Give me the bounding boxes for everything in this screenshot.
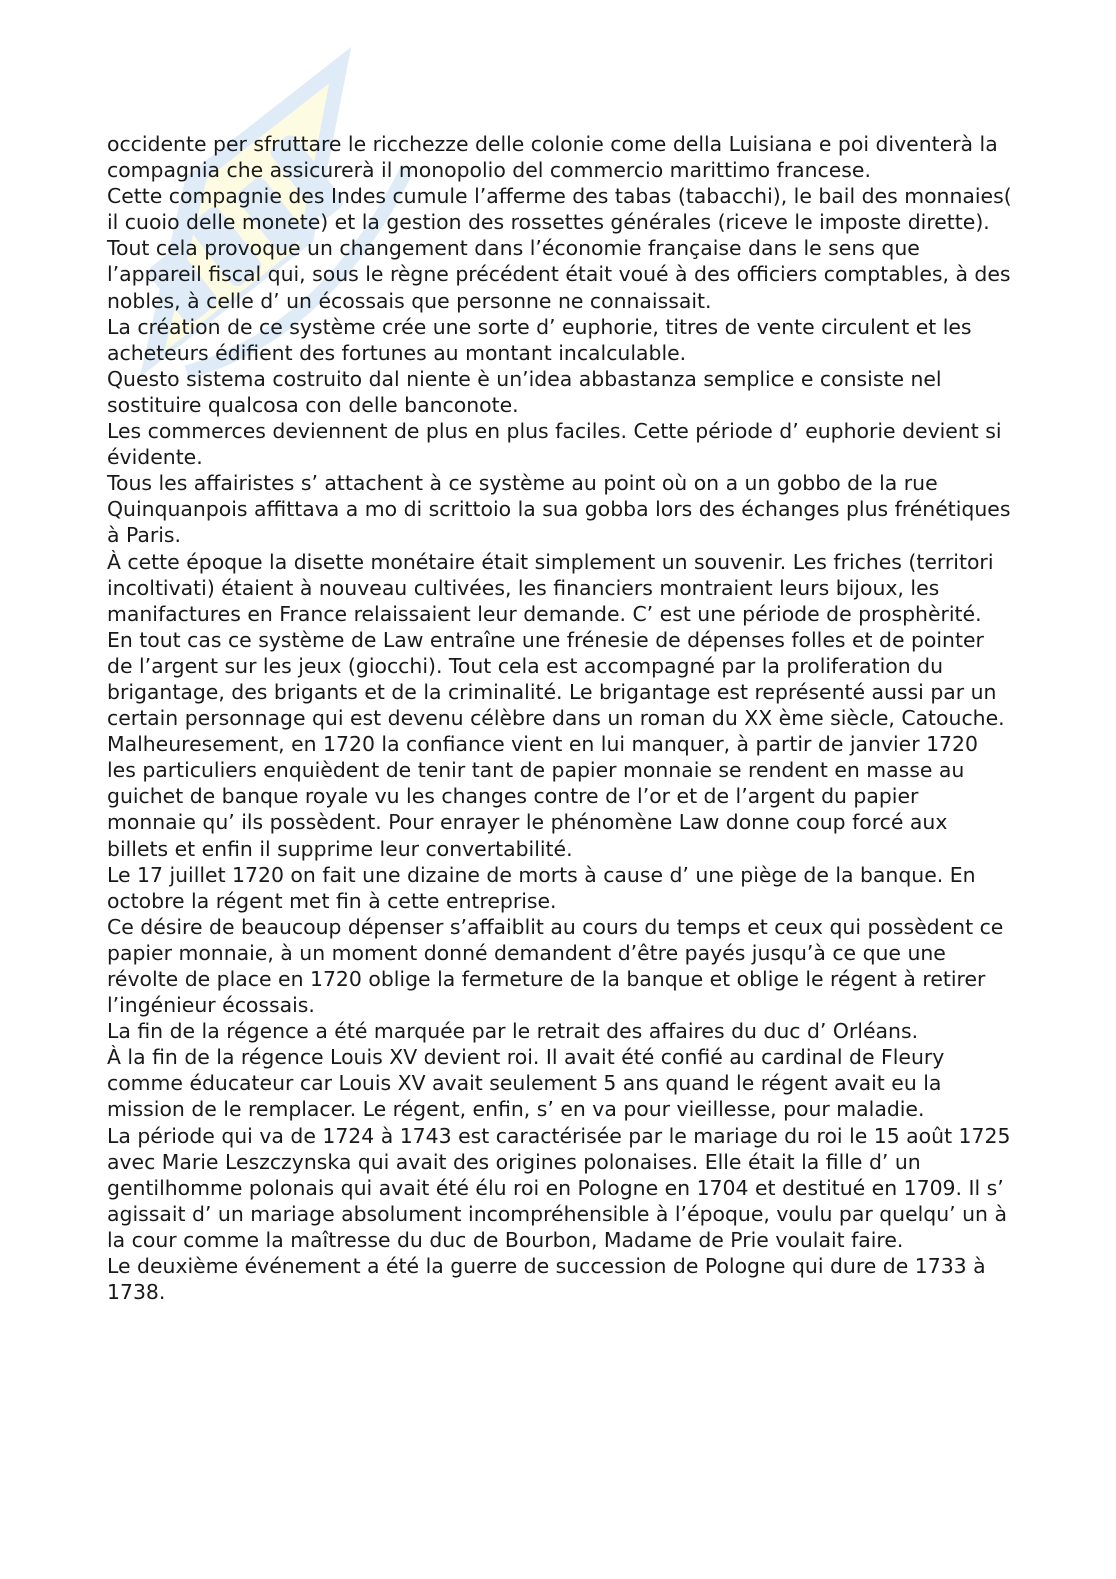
paragraph: Le 17 juillet 1720 on fait une dizaine de morts à cause d’ une piège de la banque. En octobre la régent met fin à cette entreprise. xyxy=(107,862,976,913)
paragraph: La période qui va de 1724 à 1743 est caractérisée par le mariage du roi le 15 août 1725 avec Marie Leszczynska qui avait des origines polonaises. Elle était la fille d’ un gentilhomme polonais qui avait été élu roi en Pologne en 1704 et destitué en 1709. Il s’ agissait d’ un mariage absolument incompréhensible à l’époque, voulu par quelqu’ un à la cour comme la maîtresse du duc de Bourbon, Madame de Prie voulait faire. xyxy=(107,1123,1011,1252)
paragraph: À cette époque la disette monétaire était simplement un souvenir. Les friches (territori incoltivati) étaient à nouveau cultivées, les financiers montraient leurs bijoux, les manifactures en France relaissaient leur demande. C’ est une période de prosphèrité. En tout cas ce système de Law entraîne une frénesie de dépenses folles et de pointer de l’argent sur les jeux (giocchi). Tout cela est accompagné par la proliferation du brigantage, des brigants et de la criminalité. Le brigantage est représenté aussi par un certain personnage qui est devenu célèbre dans un roman du XX ème siècle, Catouche. xyxy=(107,549,1005,731)
document-body xyxy=(107,131,1012,1305)
paragraph: À la fin de la régence Louis XV devient roi. Il avait été confié au cardinal de Fleury comme éducateur car Louis XV avait seulement 5 ans quand le régent avait eu la mission de le remplacer. Le régent, enfin, s’ en va pour vieillesse, pour maladie. xyxy=(107,1045,945,1122)
paragraph: Les commerces deviennent de plus en plus faciles. Cette période d’ euphorie devient si évidente. xyxy=(107,419,1002,470)
paragraph: occidente per sfruttare le ricchezze delle colonie come della Luisiana e poi diventerà la compagnia che assicurerà il monopolio del commercio marittimo francese. xyxy=(107,132,998,183)
paragraph: Malheuresement, en 1720 la confiance vient en lui manquer, à partir de janvier 1720 les particuliers enquièdent de tenir tant de papier monnaie se rendent en masse au guichet de banque royale vu les changes contre de l’or et de l’argent du papier monnaie qu’ ils possèdent. Pour enrayer le phénomène Law donne coup forcé aux billets et enfin il supprime leur convertabilité. xyxy=(107,732,978,861)
paragraph: La fin de la régence a été marquée par le retrait des affaires du duc d’ Orléans. xyxy=(107,1019,919,1044)
paragraph: Tous les affairistes s’ attachent à ce système au point où on a un gobbo de la rue Quinquanpois affittava a mo di scrittoio la sua gobba lors des échanges plus frénétiques à Paris. xyxy=(107,471,1011,548)
paragraph: La création de ce système crée une sorte d’ euphorie, titres de vente circulent et les acheteurs édifient des fortunes au montant incalculable. xyxy=(107,314,972,365)
paragraph: Le deuxième événement a été la guerre de succession de Pologne qui dure de 1733 à 1738. xyxy=(107,1254,986,1305)
paragraph: Questo sistema costruito dal niente è un’idea abbastanza semplice e consiste nel sostituire qualcosa con delle banconote. xyxy=(107,366,942,417)
paragraph: Ce désire de beaucoup dépenser s’affaiblit au cours du temps et ceux qui possèdent ce papier monnaie, à un moment donné demandent d’être payés jusqu’à ce que une révolte de place en 1720 oblige la fermeture de la banque et oblige le régent à retirer l’ingénieur écossais. xyxy=(107,914,1004,1018)
paragraph: Cette compagnie des Indes cumule l’afferme des tabas (tabacchi), le bail des monnaies( il cuoio delle monete) et la gestion des rossettes générales (riceve le imposte dirette). Tout cela provoque un changement dans l’économie française dans le sens que l’appareil fiscal qui, sous le règne précédent était voué à des officiers comptables, à des nobles, à celle d’ un écossais que personne ne connaissait. xyxy=(107,184,1012,313)
